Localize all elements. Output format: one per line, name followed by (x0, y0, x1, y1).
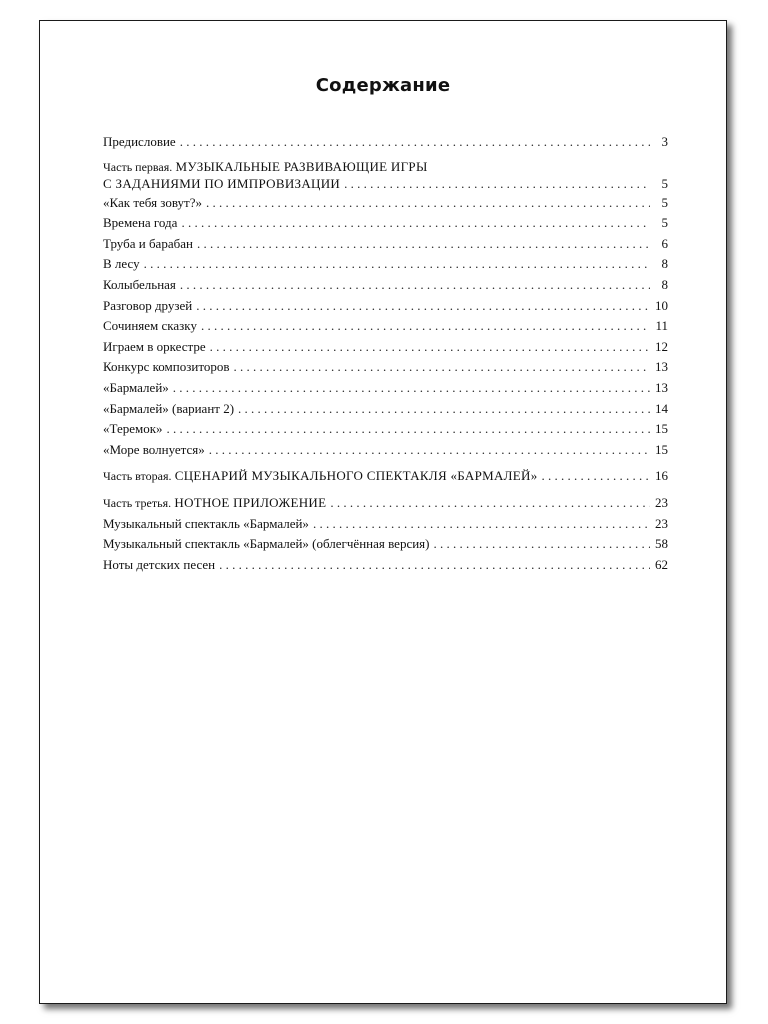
toc-page-number: 13 (655, 359, 668, 375)
toc-page-number: 5 (661, 215, 668, 231)
toc-leader-dots (181, 213, 650, 234)
toc-page-number: 6 (661, 235, 668, 251)
toc-entry (103, 419, 668, 440)
toc-leader-dots (209, 440, 650, 461)
toc-part-prefix: Часть третья. (103, 495, 172, 510)
toc-label: «Теремок» (103, 421, 163, 437)
toc-entry (103, 440, 668, 461)
toc-part-heading (103, 159, 668, 175)
toc-leader-dots (210, 337, 650, 358)
toc-label: Разговор друзей (103, 297, 193, 313)
toc-part-title: НОТНОЕ ПРИЛОЖЕНИЕ (174, 494, 327, 510)
toc-leader-dots (201, 316, 650, 337)
toc-entry (103, 316, 668, 337)
toc-leader-dots (433, 534, 650, 555)
toc-part-heading (103, 493, 326, 514)
toc-page-number: 15 (655, 441, 668, 457)
toc-part-heading (103, 466, 538, 487)
toc-leader-dots (197, 234, 650, 255)
toc-page-number: 8 (661, 256, 668, 272)
toc-entry (103, 193, 668, 214)
toc-entry-preface (103, 132, 668, 153)
toc-leader-dots (196, 296, 650, 317)
toc-leader-dots (144, 254, 650, 275)
toc-page-number: 14 (655, 400, 668, 416)
toc-leader-dots (542, 466, 650, 487)
toc-entry (103, 378, 668, 399)
toc-entry (103, 337, 668, 358)
toc-label: Колыбельная (103, 276, 176, 292)
toc-leader-dots (180, 275, 650, 296)
toc-part-title-line2: С ЗАДАНИЯМИ ПО ИМПРОВИЗАЦИИ (103, 175, 341, 191)
toc-entry (103, 213, 668, 234)
toc-leader-dots (180, 132, 650, 153)
toc-page-number: 58 (655, 536, 668, 552)
toc-part-title-line1: МУЗЫКАЛЬНЫЕ РАЗВИВАЮЩИЕ ИГРЫ (175, 158, 428, 174)
toc-page-number: 23 (655, 515, 668, 531)
toc-page-number: 13 (655, 379, 668, 395)
toc-entry (103, 357, 668, 378)
toc-leader-dots (173, 378, 650, 399)
toc-label: Времена года (103, 215, 178, 231)
toc-label: Музыкальный спектакль «Бармалей» (103, 515, 309, 531)
toc-entry (103, 254, 668, 275)
toc-leader-dots (313, 514, 650, 535)
toc-label: Труба и барабан (103, 235, 193, 251)
toc-page-number: 15 (655, 421, 668, 437)
toc-label: В лесу (103, 256, 140, 272)
toc-page-number: 5 (661, 194, 668, 210)
toc-label: Конкурс композиторов (103, 359, 230, 375)
toc-part-title: СЦЕНАРИЙ МУЗЫКАЛЬНОГО СПЕКТАКЛЯ «БАРМАЛЕЙ» (174, 468, 538, 484)
toc-page-number: 16 (655, 468, 668, 484)
toc-leader-dots (233, 357, 650, 378)
toc-part-prefix: Часть первая. (103, 159, 173, 174)
page-title: Содержание (315, 75, 451, 96)
toc-entry (103, 514, 668, 535)
toc-page-number: 3 (661, 134, 668, 149)
toc-label: «Как тебя зовут?» (103, 194, 203, 210)
toc-label: Сочиняем сказку (103, 318, 197, 334)
toc-label: Музыкальный спектакль «Бармалей» (облегчённая версия) (103, 536, 430, 552)
toc-label: «Море волнуется» (103, 441, 205, 457)
toc-entry (103, 555, 668, 576)
toc-page-number: 62 (655, 556, 668, 572)
toc-page-number: 10 (655, 297, 668, 313)
table-of-contents (103, 132, 668, 575)
toc-page-number: 23 (655, 494, 668, 510)
toc-page-number: 8 (661, 276, 668, 292)
toc-entry (103, 296, 668, 317)
toc-label: Ноты детских песен (103, 556, 216, 572)
toc-entry (103, 399, 668, 420)
toc-entry-part-one (103, 159, 668, 193)
toc-leader-dots (344, 175, 650, 193)
toc-entry (103, 234, 668, 255)
toc-label: Предисловие (103, 134, 176, 149)
document-page (39, 20, 727, 1004)
toc-page-number: 12 (655, 338, 668, 354)
toc-entry (103, 275, 668, 296)
toc-entry-part-two (103, 466, 668, 487)
toc-entry (103, 534, 668, 555)
toc-leader-dots (206, 193, 650, 214)
toc-leader-dots (167, 419, 650, 440)
toc-leader-dots (238, 399, 650, 420)
toc-label: Играем в оркестре (103, 338, 206, 354)
toc-part-prefix: Часть вторая. (103, 469, 172, 484)
toc-entry-part-three (103, 493, 668, 514)
toc-leader-dots (219, 555, 650, 576)
toc-label: «Бармалей» (вариант 2) (103, 400, 235, 416)
toc-leader-dots (330, 493, 650, 514)
toc-page-number: 11 (655, 318, 668, 334)
toc-label: «Бармалей» (103, 379, 169, 395)
toc-page-number: 5 (661, 175, 668, 191)
